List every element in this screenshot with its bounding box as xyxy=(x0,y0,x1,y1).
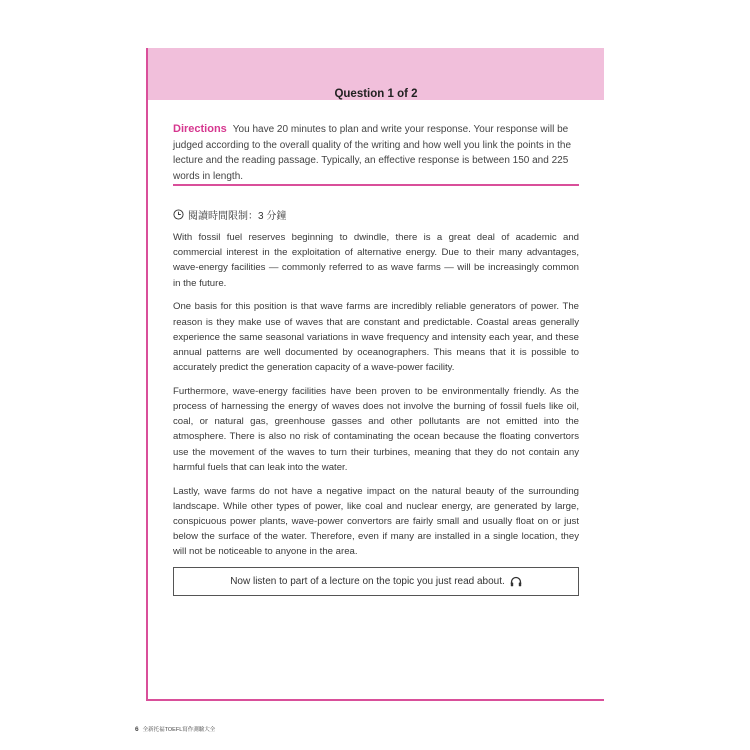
reading-passage xyxy=(173,230,579,568)
listen-prompt-box xyxy=(173,567,579,596)
question-title: Question 1 of 2 xyxy=(334,88,418,100)
passage-paragraph: With fossil fuel reserves beginning to dwindle, there is a great deal of academic and commercial interest in the exploitation of alternative energy. Due to their many advantages, wave-energy facilities — commonly referred to as wave farms — will be increasingly common in the future. xyxy=(173,232,579,289)
directions-label: Directions xyxy=(173,123,227,135)
clock-icon xyxy=(173,209,184,220)
directions-text: You have 20 minutes to plan and write your response. Your response will be judged according to the overall quality of the writing and how well you link the points in the lecture and the reading passage. Typically, an effective response is between 150 and 225 words in length. xyxy=(173,124,572,182)
directions-block xyxy=(173,122,579,184)
reading-time-label: 閱讀時間限制：3 分鐘 xyxy=(188,210,287,222)
book-title: 全新托福TOEFL寫作測驗大全 xyxy=(142,727,216,733)
passage-paragraph: Furthermore, wave-energy facilities have been proven to be environmentally friendly. As the process of harnessing the energy of waves does not involve the burning of fossil fuels like oil, coal, or natural gas, greenhouse gasses and other pollutants are not emitted into the atmosphere. There is also no risk of contaminating the ocean because the floating convertors use the movement of the waves to turn their turbines, meaning that they do not contain any harmful fuels that can leak into the water. xyxy=(173,385,579,473)
section-divider xyxy=(173,184,579,186)
page-number: 6 xyxy=(135,725,139,733)
reading-time-limit xyxy=(173,207,286,221)
listen-prompt-text: Now listen to part of a lecture on the topic you just read about. xyxy=(230,576,505,587)
page-footer xyxy=(135,724,215,734)
passage-paragraph: Lastly, wave farms do not have a negative impact on the natural beauty of the surrounding landscape. While other types of power, like coal and nuclear energy, are generated by large, conspicuous power plants, wave-power convertors are fairly small and usually float on or just below the surface of the water. Therefore, even if many are installed in a single location, they will not be noticeable to anyone in the area. xyxy=(173,485,579,558)
headphones-icon xyxy=(510,576,522,587)
passage-paragraph: One basis for this position is that wave farms are incredibly reliable generators of power. The reason is they make use of waves that are constant and predictable. Coastal areas generally experience the same seasonal variations in wave frequency and intensity each year, and these annual patterns are well documented by oceanographers. This means that it is possible to accurately predict the generation capacity of a wave-power facility. xyxy=(173,301,579,374)
bottom-border xyxy=(146,699,604,701)
